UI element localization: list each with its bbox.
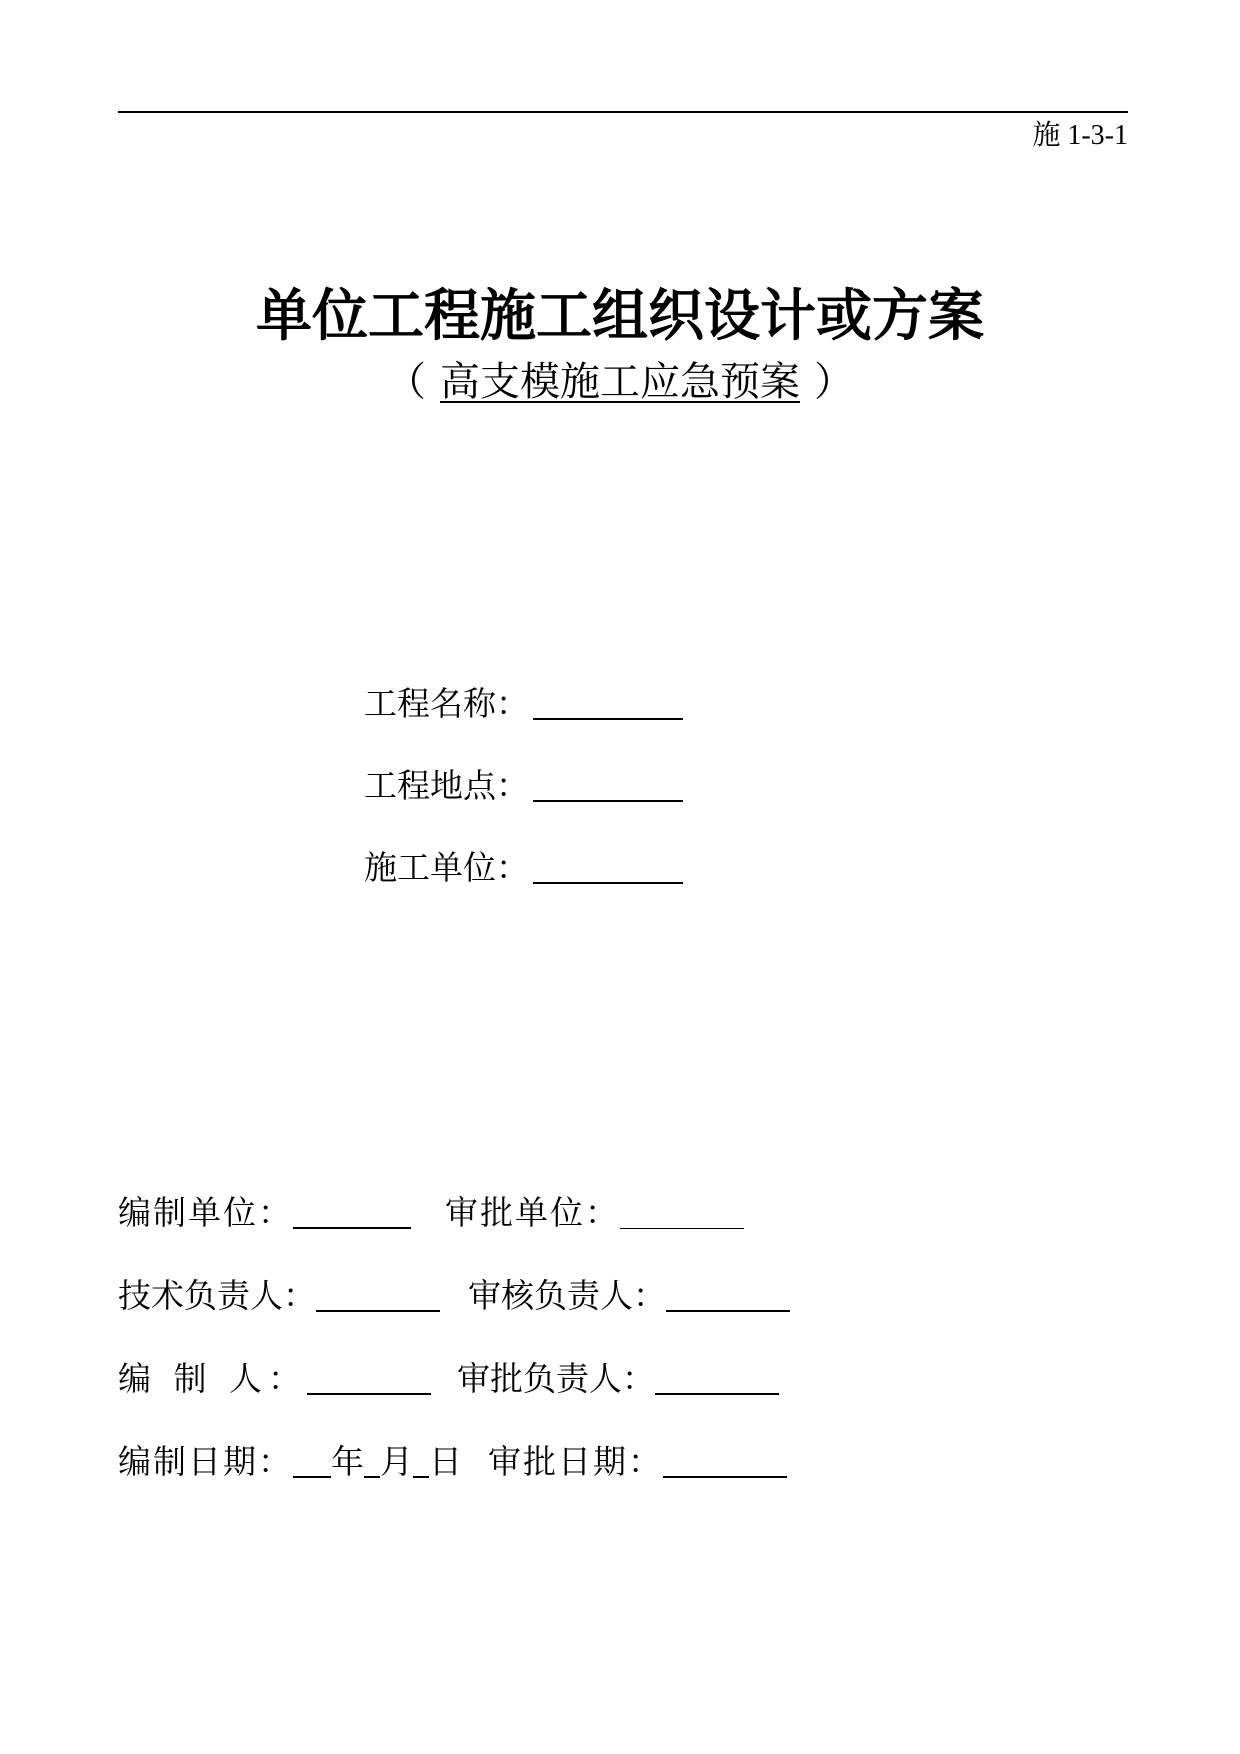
technical-lead-field[interactable] (316, 1276, 440, 1312)
subtitle-open-paren: （ (386, 359, 426, 405)
project-location-field[interactable] (533, 766, 683, 802)
approval-lead-field[interactable] (655, 1359, 779, 1395)
project-name-row (364, 644, 683, 726)
preparer-label: 编 制 人： (118, 1359, 307, 1398)
signature-row-3 (118, 1318, 790, 1401)
signature-block (118, 1152, 790, 1484)
construction-unit-row (364, 808, 683, 890)
approval-date-label: 审批日期： (488, 1442, 663, 1481)
document-title: 单位工程施工组织设计或方案 (256, 284, 984, 349)
project-info (364, 644, 683, 890)
subtitle-close-paren: ） (814, 359, 854, 405)
preparer-field[interactable] (307, 1359, 431, 1395)
construction-unit-label: 施工单位： (364, 848, 529, 887)
prepared-by-unit-field[interactable] (293, 1193, 411, 1229)
prepared-date-label: 编制日期： (118, 1442, 293, 1481)
month-label: 月 (380, 1442, 413, 1481)
review-lead-field[interactable] (666, 1276, 790, 1312)
signature-row-2 (118, 1235, 790, 1318)
construction-unit-field[interactable] (533, 848, 683, 884)
project-location-label: 工程地点： (364, 766, 529, 805)
prepared-year-field[interactable] (293, 1442, 331, 1478)
year-label: 年 (331, 1442, 364, 1481)
project-location-row (364, 726, 683, 808)
document-code: 施 1-3-1 (1032, 120, 1128, 151)
signature-row-1 (118, 1152, 790, 1235)
approval-unit-label: 审批单位： (445, 1193, 620, 1232)
day-label: 日 (429, 1442, 462, 1481)
technical-lead-label: 技术负责人： (118, 1276, 316, 1315)
approval-date-field[interactable] (663, 1442, 787, 1478)
review-lead-label: 审核负责人： (468, 1276, 666, 1315)
document-subtitle (0, 354, 1240, 410)
subtitle-text: 高支模施工应急预案 (440, 359, 800, 405)
prepared-month-field[interactable] (364, 1442, 380, 1478)
project-name-label: 工程名称： (364, 684, 529, 723)
prepared-by-unit-label: 编制单位： (118, 1193, 293, 1232)
signature-row-4 (118, 1401, 790, 1484)
header-rule (118, 111, 1128, 113)
approval-unit-field[interactable] (620, 1194, 744, 1229)
prepared-day-field[interactable] (413, 1442, 429, 1478)
project-name-field[interactable] (533, 684, 683, 720)
approval-lead-label: 审批负责人： (456, 1359, 655, 1398)
